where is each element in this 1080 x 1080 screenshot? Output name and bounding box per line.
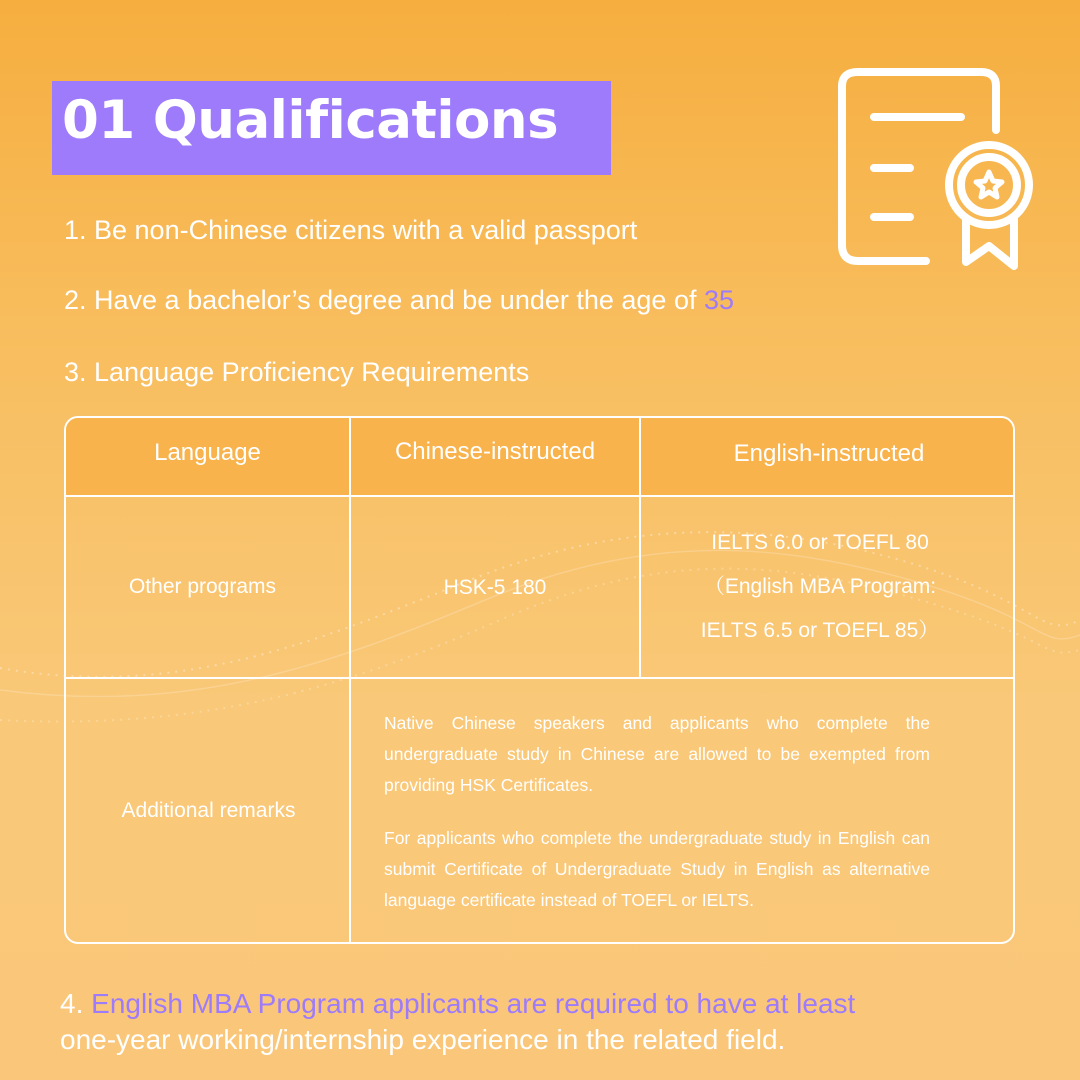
remark-paragraph-1: Native Chinese speakers and applicants who complete the undergraduate study in Chinese are allowed to be exempted from providing HSK Certificates. [384,713,930,795]
requirement-4 [60,986,855,1058]
requirement-4-number: 4. [60,988,92,1019]
ielts-line-2: （English MBA Program: [703,575,937,598]
page-title: 01 Qualifications [62,90,559,151]
requirement-3-text: 3. Language Proficiency Requirements [64,357,530,387]
requirement-4-highlight: English MBA Program applicants are required to have at least [91,988,856,1019]
requirement-2 [64,285,734,316]
requirement-1-text: 1. Be non-Chinese citizens with a valid passport [64,215,638,245]
ielts-line-1: IELTS 6.0 or TOEFL 80 [711,531,929,554]
language-requirements-table [64,416,1015,944]
cell-english-requirement [641,497,999,677]
header-language: Language [154,439,261,466]
age-limit-value: 35 [703,285,735,315]
title-banner [52,81,611,175]
remark-paragraph-2: For applicants who complete the undergraduate study in English can submit Certificate of Undergraduate Study in English as alternative language certificate instead of TOEFL or IELTS. [384,828,930,910]
header-english-instructed: English-instructed [733,440,925,467]
header-chinese-instructed: Chinese-instructed [394,438,596,465]
row-label-additional-remarks: Additional remarks [121,798,296,822]
row-label-other-programs: Other programs [128,575,277,598]
requirement-2-text: 2. Have a bachelor’s degree and be under the age of [64,285,704,315]
requirement-3 [64,357,529,388]
certificate-award-icon [830,66,1040,276]
cell-hsk-requirement: HSK-5 180 [443,576,547,599]
requirement-4-text: one-year working/internship experience in the related field. [60,1024,786,1055]
remarks-text [384,708,930,916]
ielts-line-3: IELTS 6.5 or TOEFL 85） [700,619,940,642]
requirement-1 [64,215,637,246]
